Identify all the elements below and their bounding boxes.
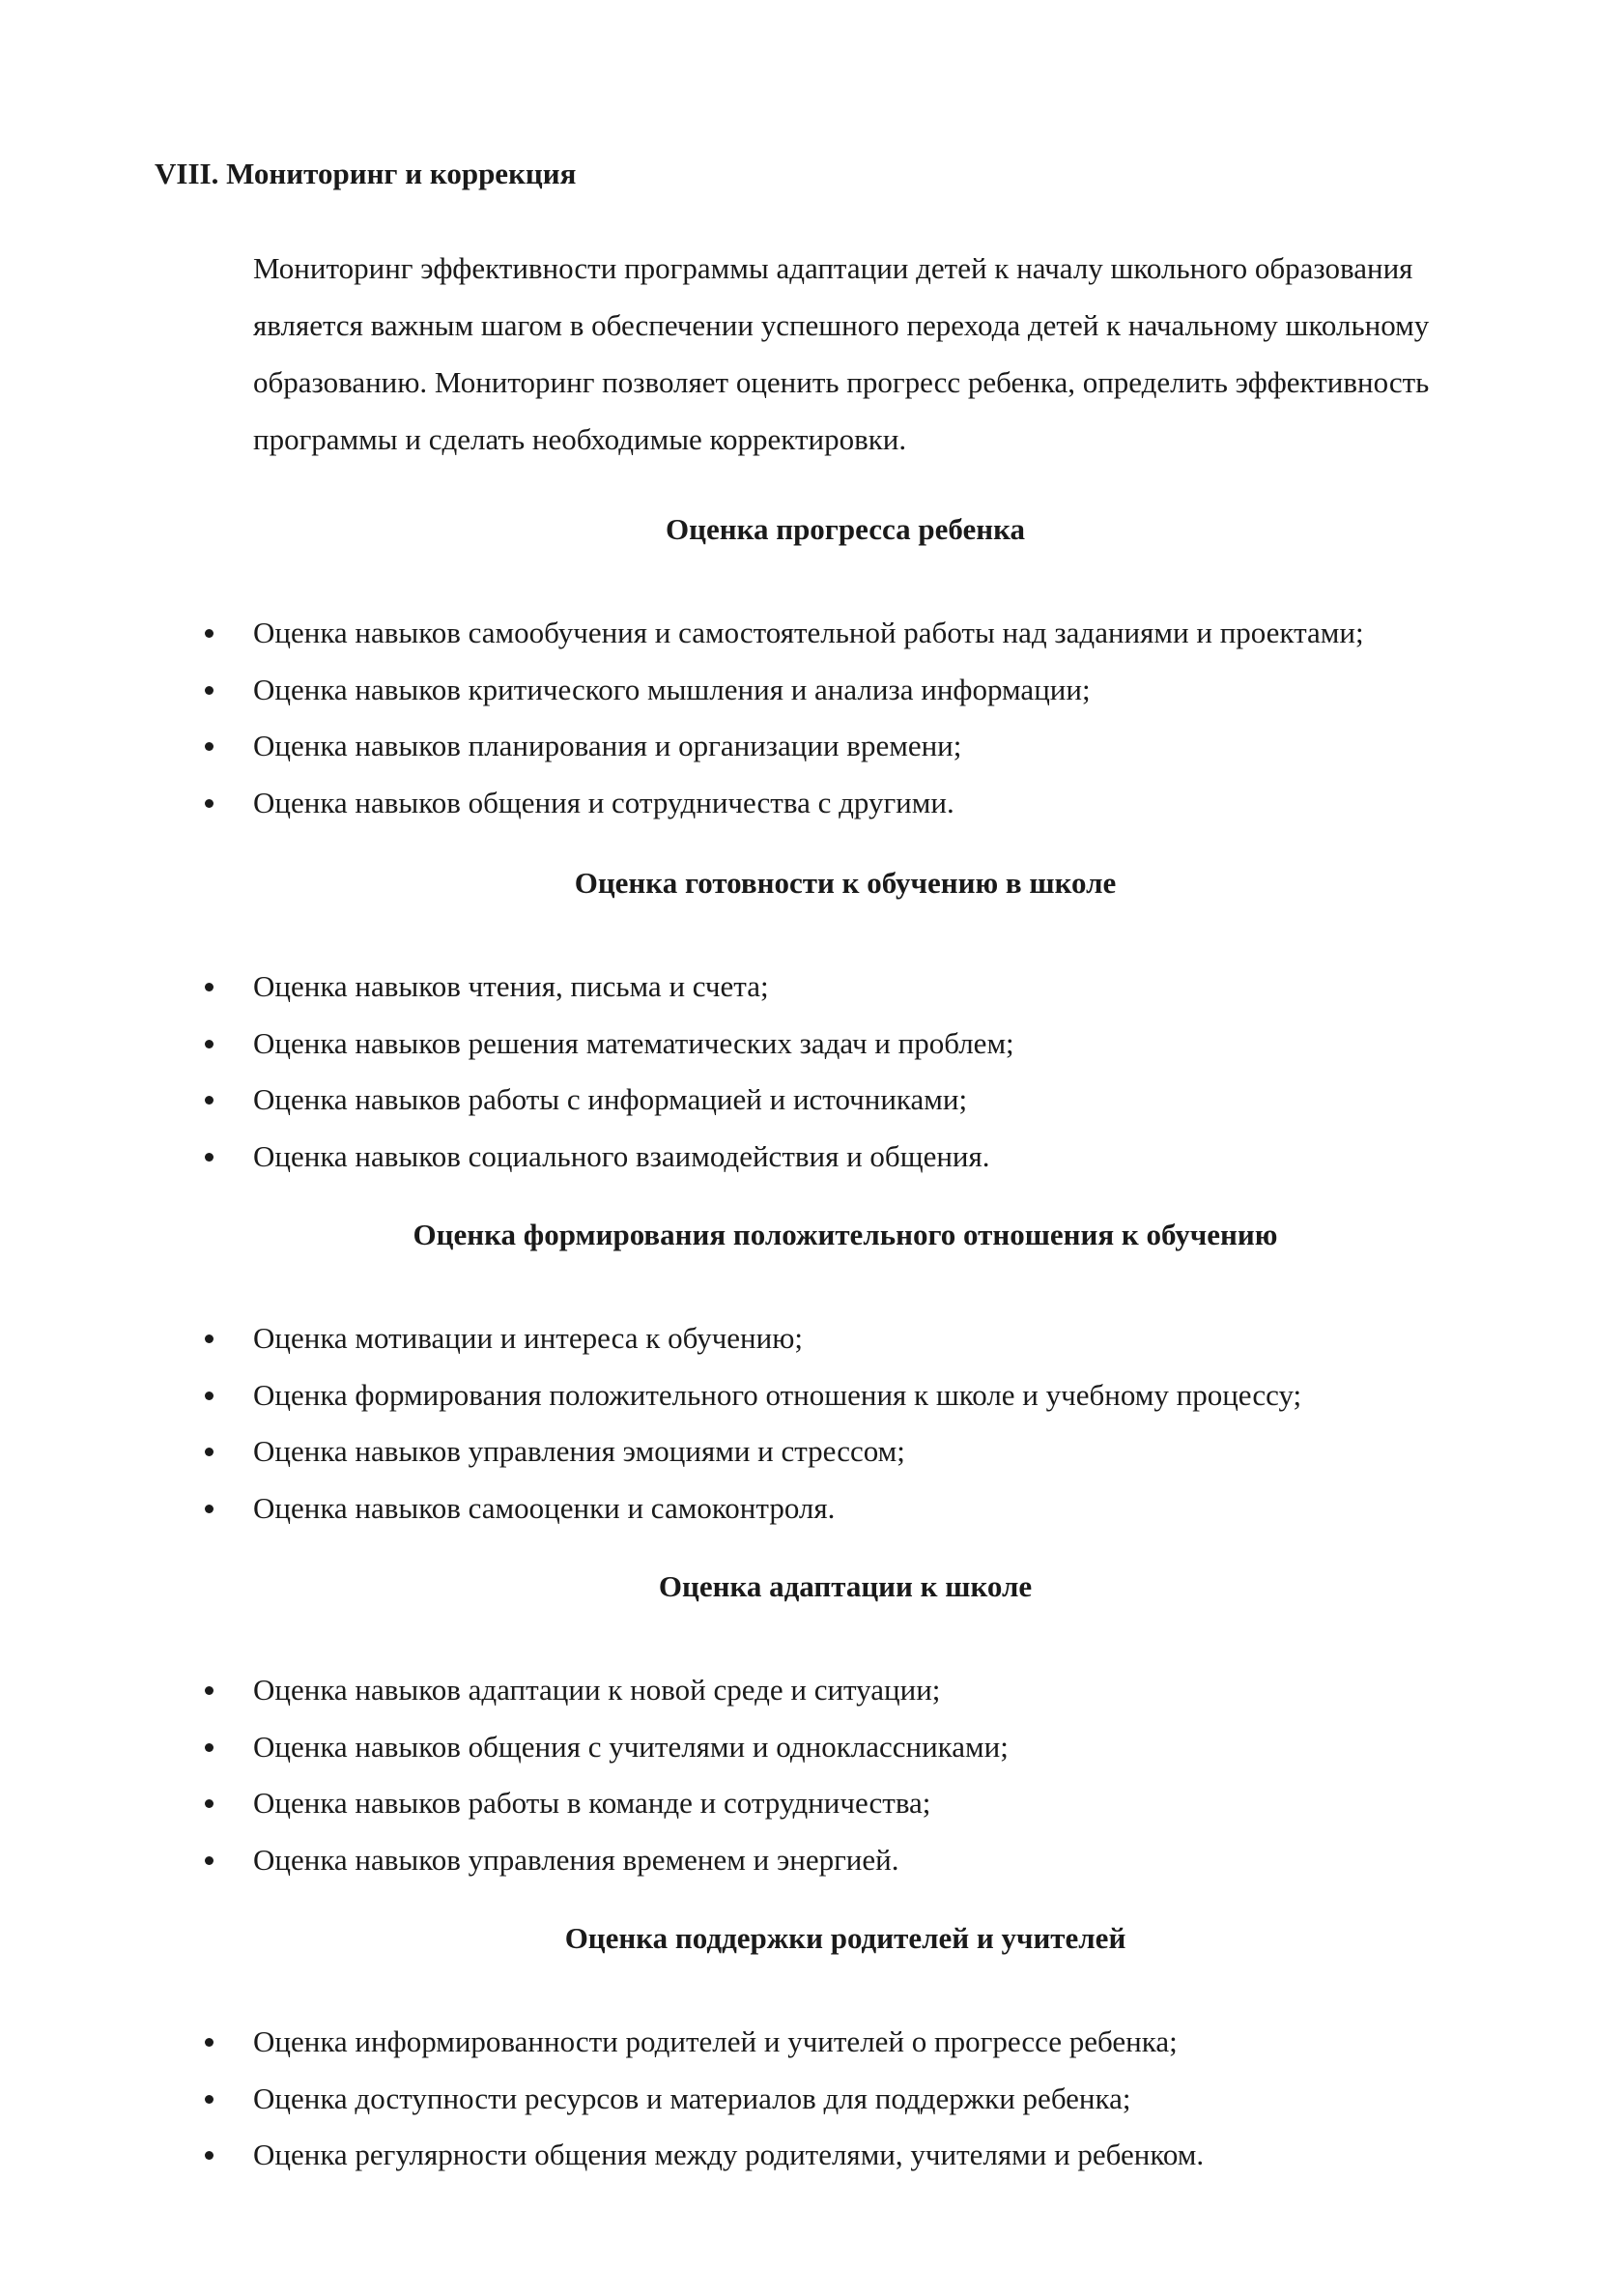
list-item-text: Оценка навыков адаптации к новой среде и ситуации; bbox=[253, 1673, 941, 1707]
list-item-text: Оценка регулярности общения между родителями, учителями и ребенком. bbox=[253, 2138, 1205, 2171]
list-item-text: Оценка навыков критического мышления и анализа информации; bbox=[253, 672, 1091, 706]
bullet-icon bbox=[205, 629, 214, 638]
list-item bbox=[0, 1367, 1623, 1424]
bullet-icon bbox=[205, 686, 214, 695]
bullet-icon bbox=[205, 983, 214, 991]
bullet-icon bbox=[205, 1505, 214, 1513]
bullet-icon bbox=[205, 742, 214, 751]
section-positive-attitude bbox=[0, 1216, 1623, 1536]
section-title: Оценка поддержки родителей и учителей bbox=[564, 1921, 1126, 1955]
list-item bbox=[0, 1129, 1623, 1186]
section-title: Оценка формирования положительного отношения к обучению bbox=[413, 1218, 1278, 1251]
list-item-text: Оценка навыков общения с учителями и одноклассниками; bbox=[253, 1729, 1009, 1764]
list-item-text: Оценка навыков самообучения и самостоятельной работы над заданиями и проектами; bbox=[253, 616, 1364, 649]
list-item bbox=[0, 1423, 1623, 1480]
bullet-icon bbox=[205, 2151, 214, 2160]
bullet-list bbox=[0, 605, 1623, 831]
list-item-text: Оценка навыков решения математических задач и проблем; bbox=[253, 1025, 1014, 1060]
list-item-text: Оценка мотивации и интереса к обучению; bbox=[253, 1321, 803, 1355]
list-item bbox=[0, 2014, 1623, 2071]
section-school-readiness bbox=[0, 864, 1623, 1185]
list-item bbox=[0, 1775, 1623, 1832]
intro-paragraph: Мониторинг эффективности программы адаптации детей к началу школьного образования является важным шагом в обеспечении успешного перехода детей к начальному школьному образованию. Мониторинг позволяет оценить прогресс ребенка, определить эффективность программы и сделать необходимые корректировки. bbox=[253, 251, 1430, 456]
list-item-text: Оценка навыков социального взаимодействия и общения. bbox=[253, 1138, 990, 1173]
section-child-progress bbox=[0, 510, 1623, 831]
bullet-icon bbox=[205, 2095, 214, 2104]
list-item bbox=[0, 1662, 1623, 1719]
bullet-icon bbox=[205, 1040, 214, 1048]
list-item bbox=[0, 605, 1623, 662]
list-item-text: Оценка навыков работы с информацией и источниками; bbox=[253, 1082, 968, 1116]
section-title: Оценка адаптации к школе bbox=[658, 1569, 1033, 1603]
bullet-icon bbox=[205, 1448, 214, 1456]
chapter-title: VIII. Мониторинг и коррекция bbox=[155, 157, 577, 190]
bullet-icon bbox=[205, 1799, 214, 1808]
list-item bbox=[0, 959, 1623, 1016]
bullet-list bbox=[0, 1310, 1623, 1536]
list-item-text: Оценка информированности родителей и учителей о прогрессе ребенка; bbox=[253, 2024, 1178, 2058]
bullet-list bbox=[0, 2014, 1623, 2184]
section-school-adaptation bbox=[0, 1567, 1623, 1888]
list-item bbox=[0, 1832, 1623, 1889]
list-item bbox=[0, 1719, 1623, 1776]
list-item-text: Оценка навыков управления эмоциями и стрессом; bbox=[253, 1434, 905, 1468]
section-title: Оценка готовности к обучению в школе bbox=[574, 866, 1117, 900]
list-item-text: Оценка навыков чтения, письма и счета; bbox=[253, 969, 769, 1003]
list-item bbox=[0, 775, 1623, 832]
bullet-icon bbox=[205, 1686, 214, 1695]
list-item bbox=[0, 1072, 1623, 1129]
section-title: Оценка прогресса ребенка bbox=[665, 512, 1026, 546]
bullet-icon bbox=[205, 1743, 214, 1752]
bullet-icon bbox=[205, 2038, 214, 2047]
bullet-list bbox=[0, 1662, 1623, 1888]
list-item bbox=[0, 662, 1623, 719]
list-item bbox=[0, 2071, 1623, 2128]
list-item bbox=[0, 2127, 1623, 2184]
list-item bbox=[0, 718, 1623, 775]
list-item bbox=[0, 1016, 1623, 1073]
list-item-text: Оценка навыков планирования и организации времени; bbox=[253, 729, 962, 762]
bullet-icon bbox=[205, 1856, 214, 1865]
list-item-text: Оценка навыков самооценки и самоконтроля. bbox=[253, 1490, 836, 1525]
bullet-list bbox=[0, 959, 1623, 1185]
list-item bbox=[0, 1310, 1623, 1367]
bullet-icon bbox=[205, 1096, 214, 1105]
list-item-text: Оценка формирования положительного отношения к школе и учебному процессу; bbox=[253, 1377, 1302, 1412]
list-item-text: Оценка доступности ресурсов и материалов для поддержки ребенка; bbox=[253, 2081, 1131, 2115]
bullet-icon bbox=[205, 1392, 214, 1400]
list-item-text: Оценка навыков управления временем и энергией. bbox=[253, 1842, 899, 1877]
bullet-icon bbox=[205, 1153, 214, 1162]
list-item-text: Оценка навыков работы в команде и сотрудничества; bbox=[253, 1786, 931, 1820]
bullet-icon bbox=[205, 1335, 214, 1343]
list-item bbox=[0, 1480, 1623, 1537]
section-parent-teacher-support bbox=[0, 1919, 1623, 2184]
list-item-text: Оценка навыков общения и сотрудничества с другими. bbox=[253, 785, 954, 819]
bullet-icon bbox=[205, 799, 214, 808]
